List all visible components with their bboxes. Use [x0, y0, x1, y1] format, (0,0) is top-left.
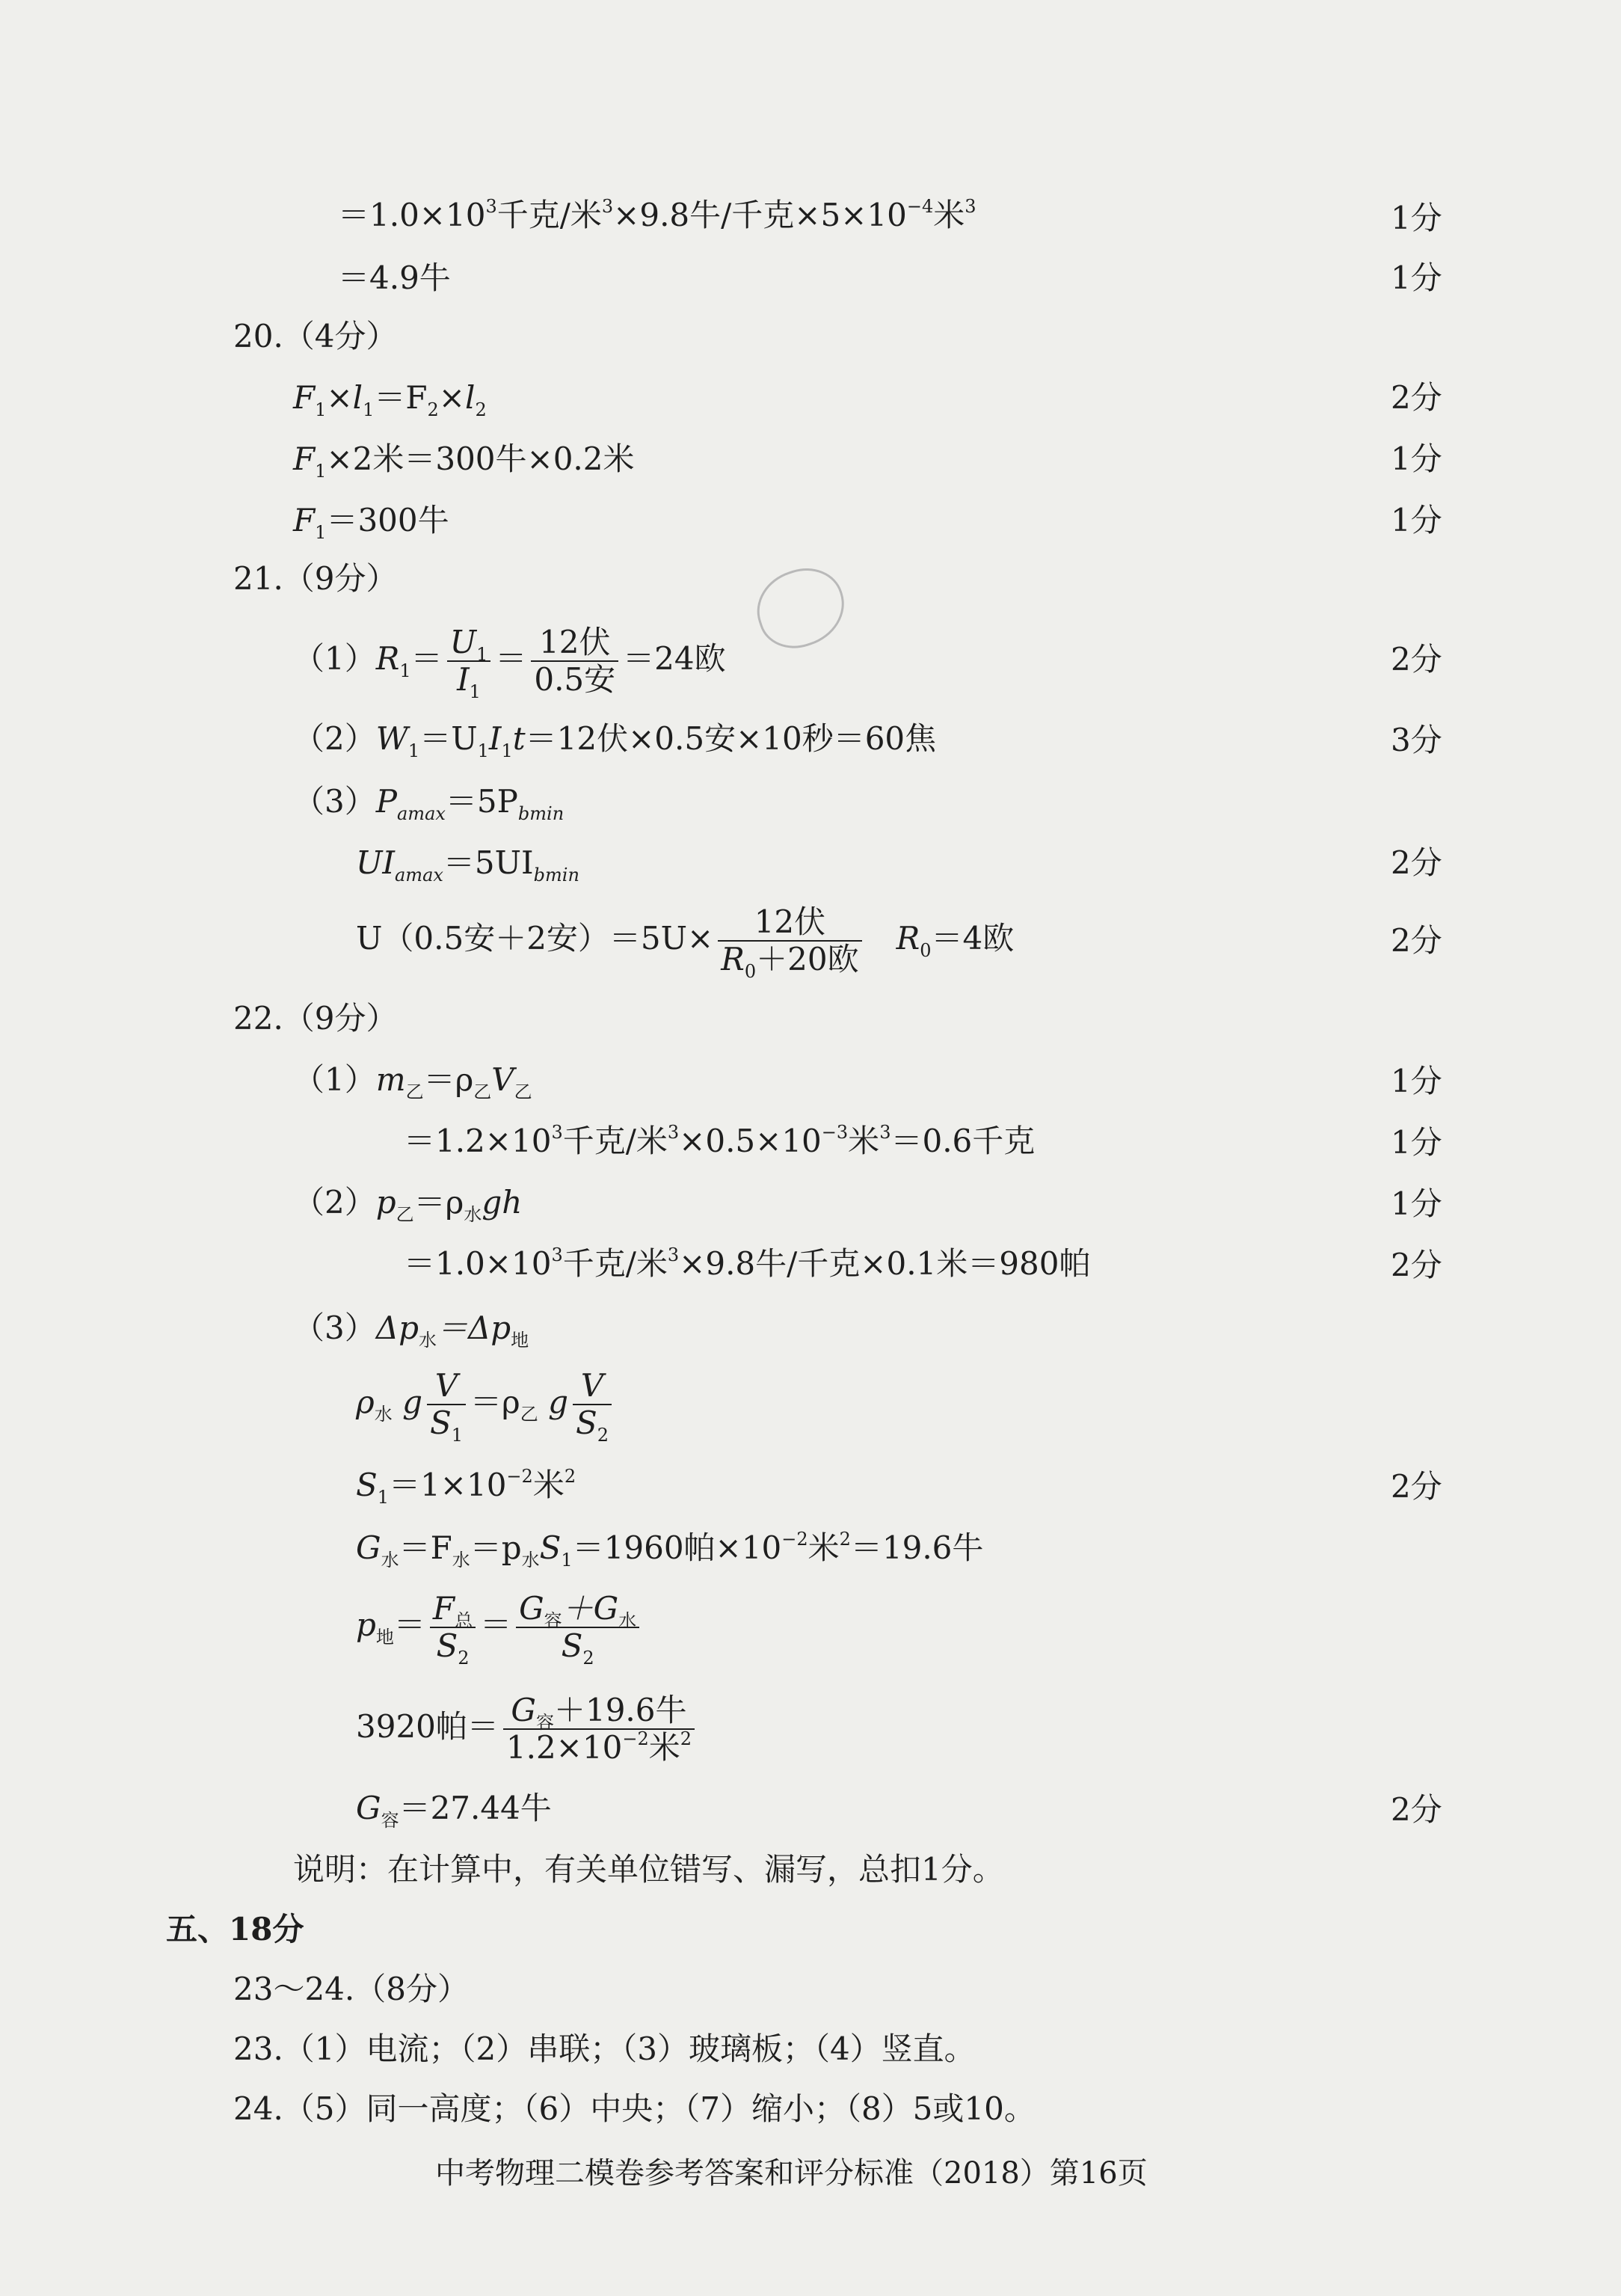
q20-line-3: $F_1=300$牛	[293, 502, 449, 543]
points: 1分	[1391, 441, 1442, 477]
points: 2分	[1391, 379, 1442, 416]
q22-part-3-line-5: $p_地=$ $\frac{F_总}{S_2}$ ＝ $\frac{G_容+G_水}{S_2}$	[356, 1584, 644, 1666]
points: 2分	[1391, 1247, 1442, 1283]
points: 2分	[1391, 844, 1442, 881]
q22-part-2-line-2: $=1.0\times 10^3$千克/米$^3$×9.8牛/千克×0.1米＝980帕	[404, 1244, 1091, 1282]
points: 1分	[1391, 502, 1442, 538]
q19-line-1: $=1.0\times 10^3$千克/米$^3$×9.8牛/千克$\times 5\times 10^{-4}$米$^3$	[338, 196, 976, 233]
q22-note: 说明：在计算中，有关单位错写、漏写，总扣1分。	[293, 1851, 1004, 1888]
points: 2分	[1391, 922, 1442, 959]
q22-part-1-line-1: $(1)m_乙=\rho_乙V_乙$	[293, 1061, 532, 1102]
points: 2分	[1391, 1791, 1442, 1828]
q21-part-3-line-2: $UI_{amax}=5UI_{bmin}$	[356, 844, 579, 885]
points: 1分	[1391, 260, 1442, 296]
q21-part-3-line-3: U（0.5安＋2安）＝5U× $\frac{\text{12伏}}{R_0+20欧}$ $R_0=4$欧	[356, 903, 1015, 982]
q19-line-2: ＝4.9牛	[338, 260, 451, 296]
q22-header: 22.（9分）	[233, 1000, 398, 1037]
q21-part-1: $(1)R_1=$ $\frac{U_1}{I_1}$ ＝ $\frac{\text{12伏}}{\text{0.5安}}$ ＝24欧	[293, 624, 726, 702]
page-footer: 中考物理二模卷参考答案和评分标准（2018）第16页	[435, 2156, 1148, 2191]
points: 1分	[1391, 1063, 1442, 1099]
points: 1分	[1391, 200, 1442, 236]
q24-answer: 24.（5）同一高度；（6）中央；（7）缩小；（8）5或10。	[233, 2090, 1036, 2127]
q23-24-header: 23～24.（8分）	[233, 1971, 469, 2007]
q22-part-3-line-6: 3920帕＝ $\frac{G_容+19.6牛}{1.2\times 10^{-2}米^2}$	[356, 1686, 699, 1768]
q21-part-2: $(2)W_1=U_1I_1t=12$伏×0.5安×10秒＝60焦	[293, 720, 937, 761]
q22-part-2-line-1: $(2)p_乙=\rho_水gh$	[293, 1184, 523, 1225]
q20-line-2: $F_1\times 2$米＝300牛×0.2米	[293, 441, 635, 482]
q22-part-1-line-2: $=1.2\times 10^3$千克/米$^3\times 0.5\times 10^{-3}$米$^3$＝0.6千克	[404, 1122, 1036, 1159]
points: 2分	[1391, 641, 1442, 678]
q20-header: 20.（4分）	[233, 318, 398, 354]
points: 2分	[1391, 1468, 1442, 1505]
q22-part-3-line-7: $G_容=27.44$牛	[356, 1790, 552, 1831]
watermark-stamp	[747, 558, 855, 657]
q21-part-3-line-1: $(3)P_{amax}=5P_{bmin}$	[293, 783, 565, 824]
q22-part-3-line-3: $S_1=1\times 10^{-2}$米$^2$	[356, 1466, 576, 1508]
q22-part-3-line-4: $G_水=F_水=p_水S_1=1960$帕$\times 10^{-2}$米$^2$＝19.6牛	[356, 1529, 984, 1571]
points: 3分	[1391, 722, 1442, 758]
q22-part-3-line-1: $(3)\Delta p_水=\Delta p_地$	[293, 1310, 529, 1351]
points: 1分	[1391, 1185, 1442, 1222]
q21-header: 21.（9分）	[233, 560, 398, 597]
q23-answer: 23.（1）电流；（2）串联；（3）玻璃板；（4）竖直。	[233, 2031, 976, 2067]
points: 1分	[1391, 1124, 1442, 1161]
q22-part-3-line-2: $\rho_水$ g $\frac{V}{S_1}$ $=\rho_乙$ g $\frac{V}{S_2}$	[356, 1361, 616, 1443]
section-5-title: 五、18分	[166, 1911, 304, 1947]
q20-line-1: $F_1\times l_1=F_2\times l_2$	[293, 379, 487, 420]
